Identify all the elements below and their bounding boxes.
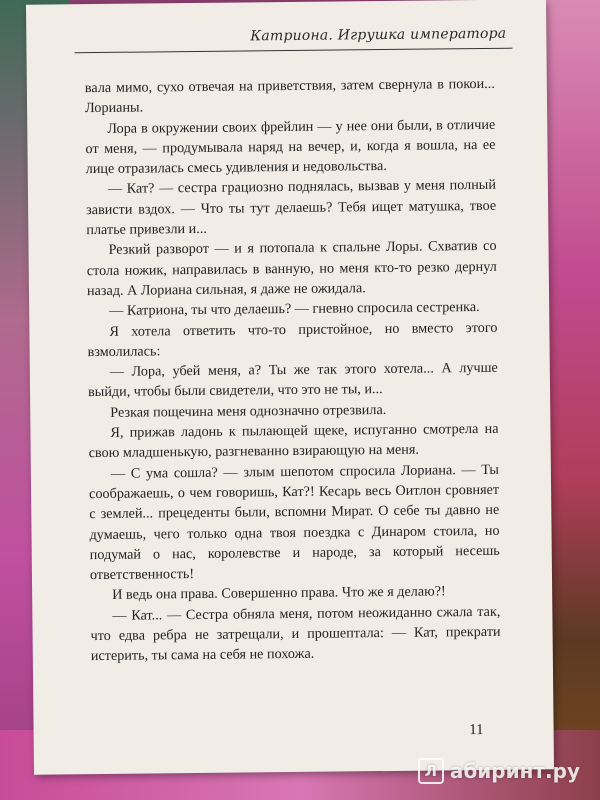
paragraph: Резкий разворот — и я потопала к спальне Лоры. Схватив со стола ножик, направилась в ванную, но меня кто-то резко дернул назад. А Лориана сильная, я даже не ожидала. bbox=[86, 238, 497, 300]
paragraph: Резкая пощечина меня однозначно отрезвила. bbox=[110, 401, 387, 421]
paragraph: Лора в окружении своих фрейлин — у нее они были, в отличие от меня, — продумывала наряд на вечер, и, когда я вошла, на ее лице отразилась смесь удивления и недовольства. bbox=[85, 116, 496, 178]
paragraph: — Кат? — сестра грациозно поднялась, вызвав у меня полный зависти вздох. — Что ты тут делаешь? Тебя ищет матушка, твое платье привезли и... bbox=[86, 177, 497, 239]
page-number: 11 bbox=[469, 721, 484, 739]
paragraph: Я хотела ответить что-то пристойное, но вместо этого взмолилась: bbox=[87, 319, 498, 360]
header-rule bbox=[74, 48, 512, 54]
paragraph: — Лора, убей меня, а? Ты же так этого хотела... А лучше выйди, чтобы были свидетели, что это не ты, и... bbox=[87, 359, 498, 401]
paragraph: — Кат... — Сестра обняла меня, потом неожиданно сжала так, что едва ребра не затрещали, и прошептала: — Кат, прекрати истерить, ты сама на себя не похожа. bbox=[90, 603, 501, 665]
paragraph: — С ума сошла? — злым шепотом спросила Лориана. — Ты соображаешь, о чем говоришь, Кат?! Кесарь весь Оитлон сровняет с землей... прецеденты были, вспомни Мират. О себе ты давно не думаешь, чего только одна твоя поездка с Динаром стоила, но подумай о нас, королевстве и народе, за который несешь ответственность! bbox=[89, 461, 500, 584]
paragraph: И ведь она права. Совершенно права. Что же я делаю?! bbox=[112, 583, 446, 604]
running-title: Катриона. Игрушка императора bbox=[250, 25, 507, 45]
paragraph: — Катриона, ты что делаешь? — гневно спросила сестренка. bbox=[109, 299, 480, 320]
labirint-logo-icon: Л bbox=[418, 758, 444, 784]
book-page bbox=[26, 0, 554, 775]
paragraph: Я, прижав ладонь к пылающей щеке, испуганно смотрела на свою младшенькую, разгневанно взирающую на меня. bbox=[88, 420, 499, 462]
body-text bbox=[85, 74, 501, 667]
paragraph: вала мимо, сухо отвечая на приветствия, затем свернула в покои... Лорианы. bbox=[84, 75, 495, 117]
watermark-text: абиринт.ру bbox=[449, 759, 580, 783]
labirint-watermark bbox=[418, 758, 580, 784]
